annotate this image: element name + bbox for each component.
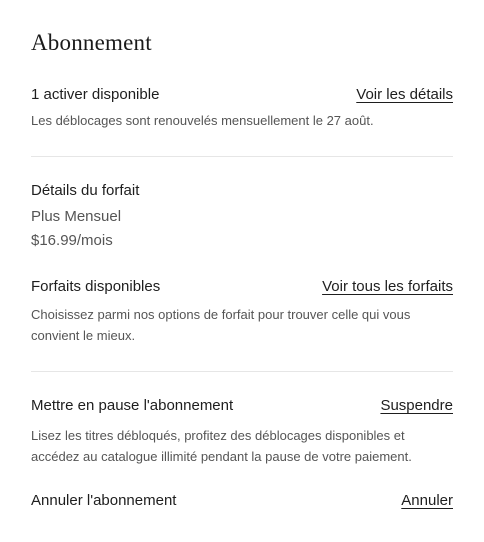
suspend-link[interactable]: Suspendre	[380, 397, 453, 414]
pause-subscription-description: Lisez les titres débloqués, profitez des déblocages disponibles et accédez au catalogue illimité pendant la pause de votre paiement.	[31, 428, 412, 464]
divider	[31, 371, 453, 372]
available-plans-description: Choisissez parmi nos options de forfait pour trouver celle qui vous convient le mieux.	[31, 307, 411, 343]
plan-details-label: Détails du forfait	[31, 182, 140, 199]
available-plans-label: Forfaits disponibles	[31, 278, 161, 295]
unlocks-description: Les déblocages sont renouvelés mensuellement le 27 août.	[31, 113, 374, 128]
cancel-link[interactable]: Annuler	[401, 492, 453, 509]
page-title: Abonnement	[31, 30, 152, 55]
plan-name: Plus Mensuel	[31, 208, 122, 225]
plan-details-row	[31, 182, 453, 199]
plan-price: $16.99/mois	[31, 232, 113, 249]
view-all-plans-link[interactable]: Voir tous les forfaits	[322, 278, 453, 295]
pause-subscription-row	[31, 397, 453, 414]
cancel-subscription-row	[31, 492, 453, 509]
view-details-link[interactable]: Voir les détails	[356, 86, 453, 103]
cancel-subscription-label: Annuler l'abonnement	[31, 492, 177, 509]
unlocks-row	[31, 86, 453, 103]
divider	[31, 156, 453, 157]
pause-subscription-label: Mettre en pause l'abonnement	[31, 397, 234, 414]
available-plans-row	[31, 278, 453, 295]
unlocks-label: 1 activer disponible	[31, 86, 160, 103]
